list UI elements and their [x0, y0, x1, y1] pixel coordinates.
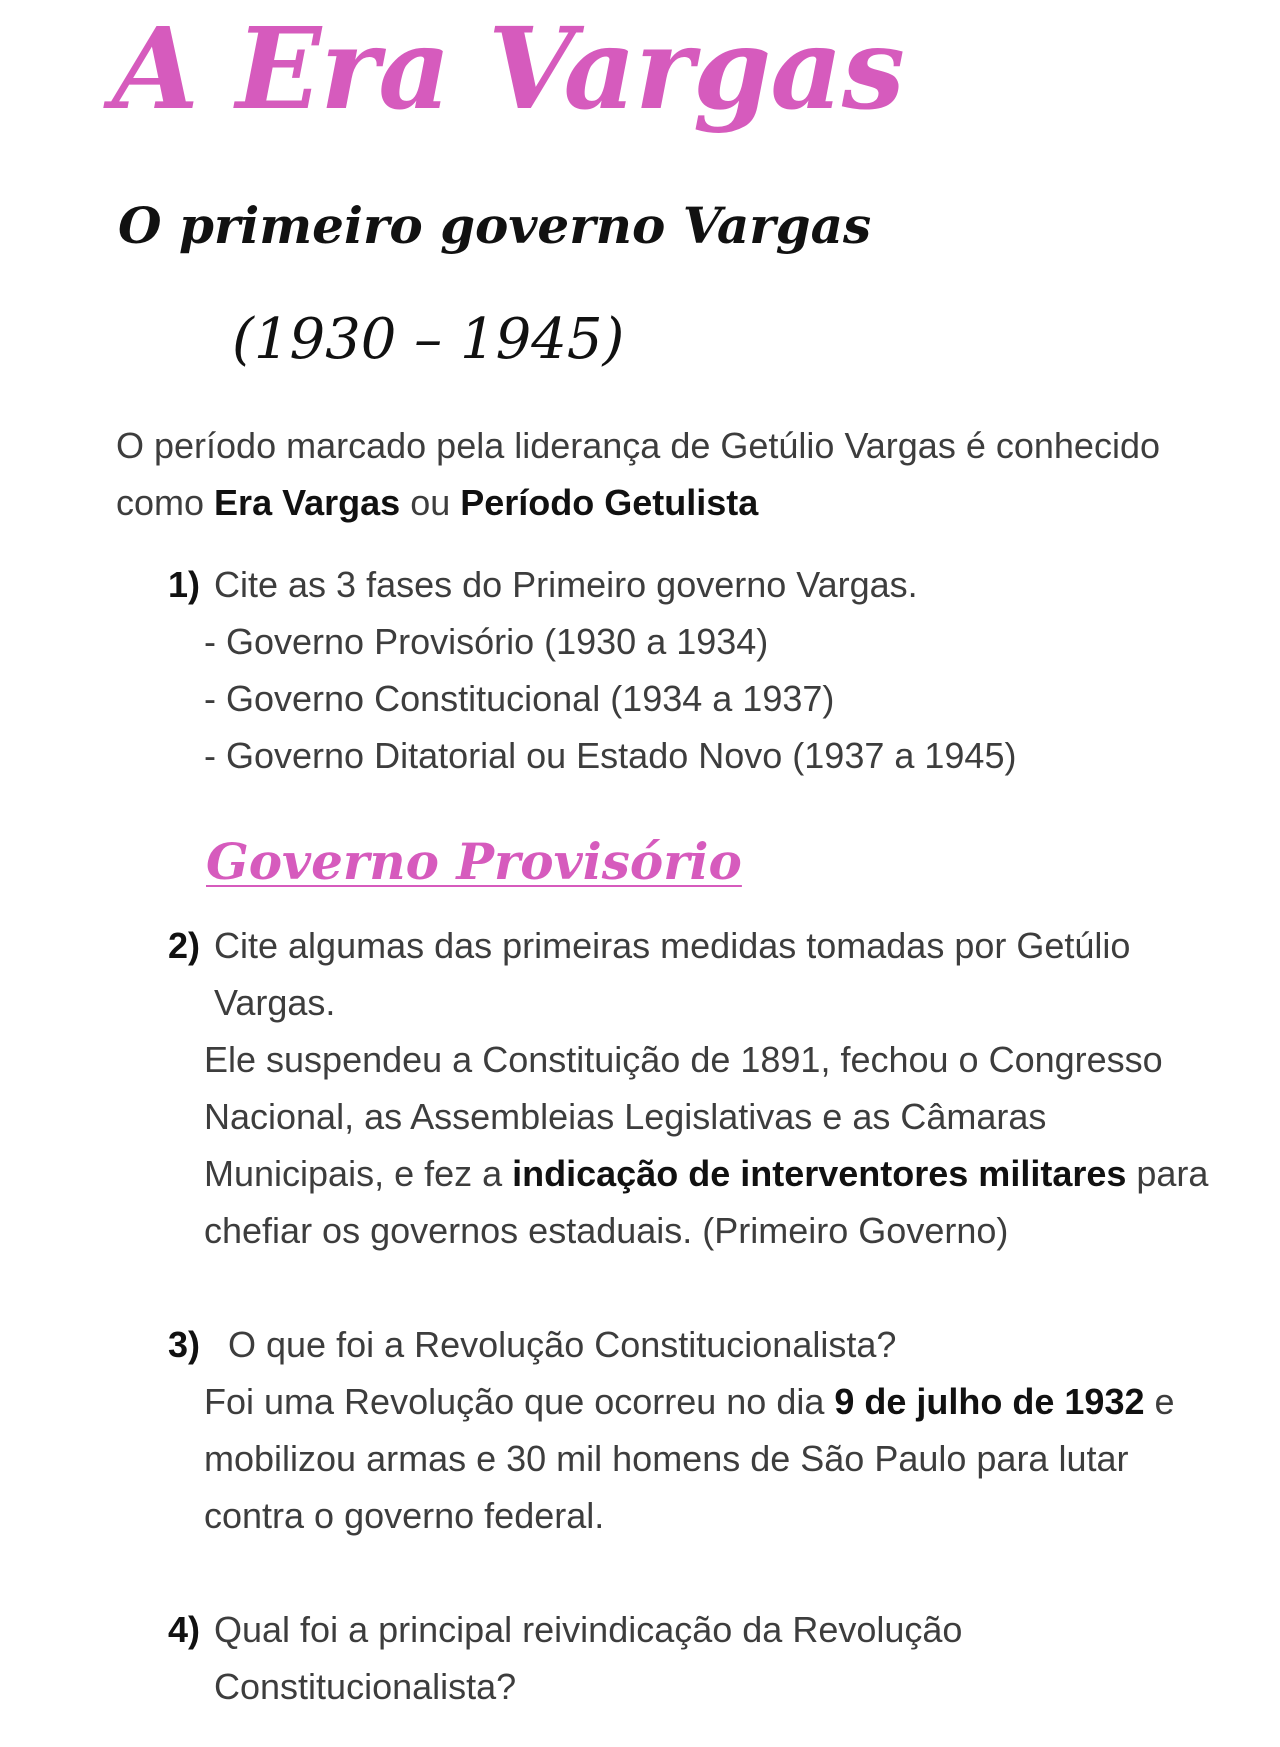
answer-2 [168, 1031, 1214, 1259]
answer-2-text: Ele suspendeu a Constituição de 1891, fechou o Congresso Nacional, as Assembleias Legislativas e as Câmaras Municipais, e fez a [204, 1039, 1163, 1194]
question-4-text-cont: Constitucionalista? [214, 1666, 517, 1707]
question-2 [168, 917, 1248, 974]
question-2-text: Cite algumas das primeiras medidas tomadas por Getúlio [214, 925, 1131, 966]
intro-text: O período marcado pela liderança de Getúlio Vargas é conhecido como [116, 425, 1160, 523]
intro-bold-periodo-getulista: Período Getulista [460, 482, 759, 523]
intro-paragraph [116, 417, 1246, 531]
question-3-block [168, 1316, 1248, 1544]
subtitle: O primeiro governo Vargas [118, 196, 872, 255]
phase-item-2: - Governo Constitucional (1934 a 1937) [204, 678, 835, 719]
question-2-text-cont: Vargas. [214, 982, 336, 1023]
question-3 [168, 1316, 1248, 1373]
answer-3 [168, 1373, 1214, 1544]
phase-item-1: - Governo Provisório (1930 a 1934) [204, 621, 769, 662]
question-3-text: O que foi a Revolução Constitucionalista? [228, 1324, 897, 1365]
intro-text-or: ou [400, 482, 461, 523]
question-2-number: 2) [168, 925, 201, 966]
question-2-block [168, 917, 1248, 1259]
question-1 [168, 556, 1248, 613]
answer-3-text: Foi uma Revolução que ocorreu no dia [204, 1381, 835, 1422]
answer-3-bold: 9 de julho de 1932 [834, 1381, 1145, 1422]
answer-3-text-end: e mobilizou armas e 30 mil homens de São Paulo para lutar contra o governo federal. [204, 1381, 1175, 1536]
page-title: A Era Vargas [112, 4, 904, 135]
question-4 [168, 1601, 1248, 1658]
intro-bold-era-vargas: Era Vargas [214, 482, 401, 523]
question-1-number: 1) [168, 564, 201, 605]
question-4-block [168, 1601, 1248, 1715]
question-1-block [168, 556, 1248, 784]
phase-item-3: - Governo Ditatorial ou Estado Novo (1937 a 1945) [204, 735, 1017, 776]
answer-2-text-end: para chefiar os governos estaduais. (Primeiro Governo) [204, 1153, 1209, 1251]
question-4-text: Qual foi a principal reivindicação da Revolução [214, 1609, 963, 1650]
question-4-number: 4) [168, 1609, 201, 1650]
question-3-number: 3) [168, 1324, 201, 1365]
question-1-text: Cite as 3 fases do Primeiro governo Vargas. [214, 564, 918, 605]
section-title-governo-provisorio: Governo Provisório [206, 832, 742, 891]
answer-2-bold: indicação de interventores militares [512, 1153, 1127, 1194]
subtitle-years: (1930 – 1945) [232, 307, 625, 372]
